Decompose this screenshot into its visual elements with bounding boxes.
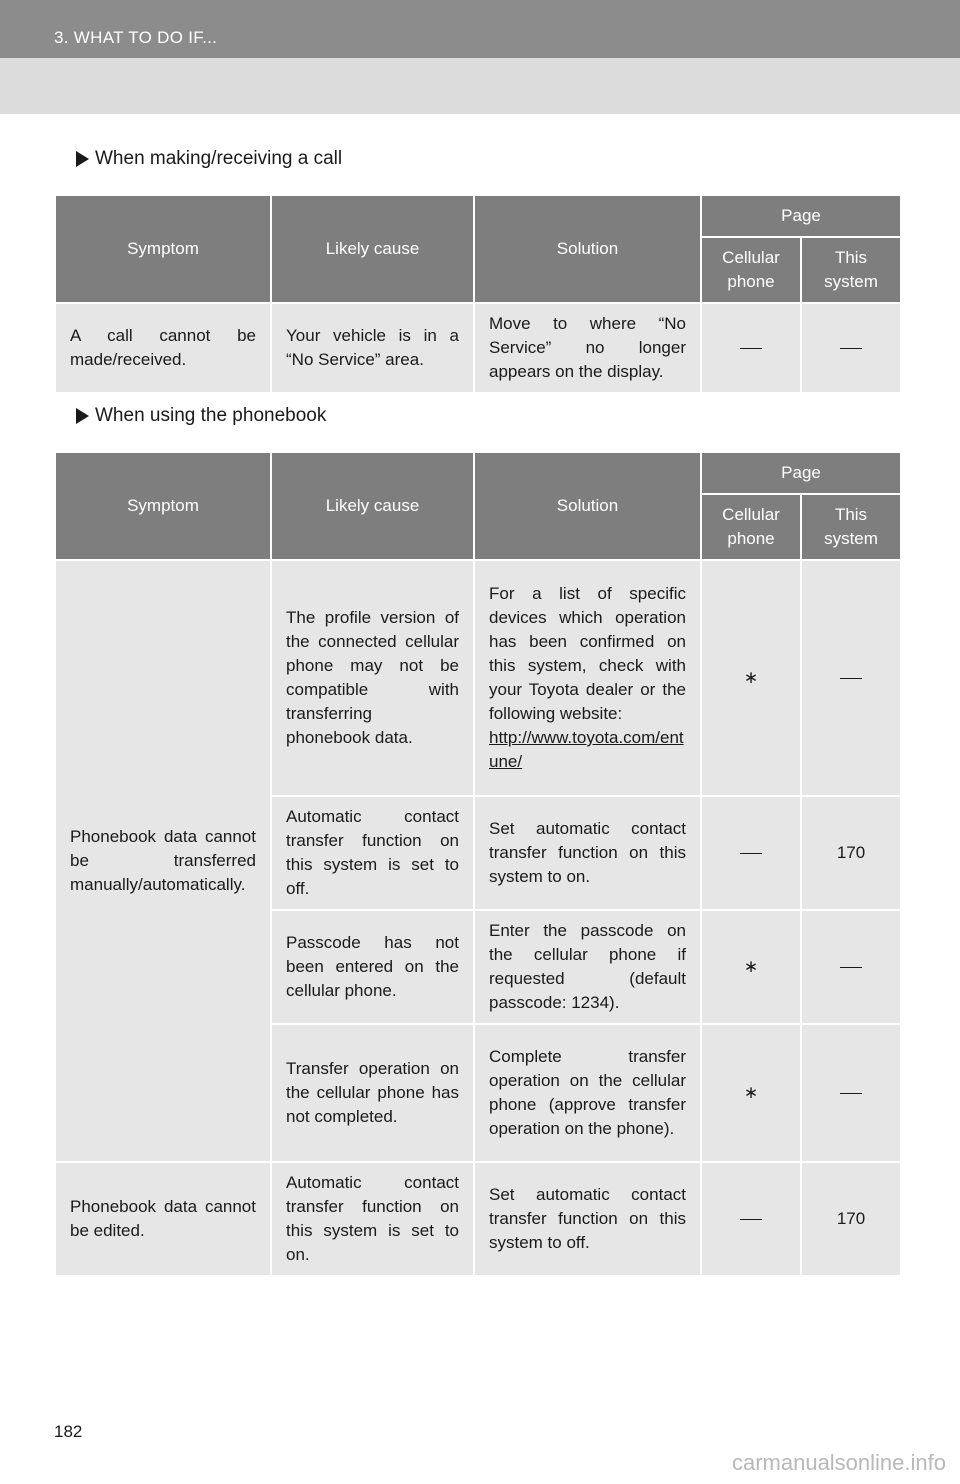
header-this-system: This system xyxy=(801,237,901,303)
symptom-cell: Phonebook data cannot be transferred manually/automatically. xyxy=(55,560,271,1162)
dash-mark xyxy=(840,348,862,349)
section-heading-call xyxy=(76,148,342,170)
dash-mark xyxy=(740,853,762,854)
cause-cell: Automatic contact transfer function on this system is set to on. xyxy=(271,1162,474,1276)
header-page: Page xyxy=(701,195,901,237)
cause-cell: Passcode has not been entered on the cellular phone. xyxy=(271,910,474,1024)
cause-cell: The profile version of the connected cellular phone may not be compatible with transferring phonebook data. xyxy=(271,560,474,796)
solution-cell: Move to where “No Service” no longer appears on the display. xyxy=(474,303,701,393)
header-bar xyxy=(0,0,960,58)
triangle-bullet-icon xyxy=(76,408,89,424)
system-page-cell xyxy=(801,910,901,1024)
solution-cell: Complete transfer operation on the cellular phone (approve transfer operation on the phone). xyxy=(474,1024,701,1162)
cellular-page-cell xyxy=(701,1162,801,1276)
system-page-cell: 170 xyxy=(801,1162,901,1276)
system-page-cell xyxy=(801,560,901,796)
cause-cell: Transfer operation on the cellular phone has not completed. xyxy=(271,1024,474,1162)
cellular-page-cell: ∗ xyxy=(701,910,801,1024)
page-number: 182 xyxy=(54,1422,83,1441)
cellular-page-cell: ∗ xyxy=(701,560,801,796)
chapter-title: 3. WHAT TO DO IF... xyxy=(54,28,218,47)
solution-cell: Set automatic contact transfer function on this system to on. xyxy=(474,796,701,910)
section-heading-text: When making/receiving a call xyxy=(95,148,343,169)
header-cellular-phone: Cellular phone xyxy=(701,494,801,560)
dash-mark xyxy=(740,1219,762,1220)
header-symptom: Symptom xyxy=(55,195,271,303)
watermark: carmanualsonline.info xyxy=(731,1450,946,1475)
table-row xyxy=(55,303,901,393)
header-likely-cause: Likely cause xyxy=(271,195,474,303)
header-symptom: Symptom xyxy=(55,452,271,560)
table-row xyxy=(55,560,901,796)
cause-cell: Your vehicle is in a “No Service” area. xyxy=(271,303,474,393)
triangle-bullet-icon xyxy=(76,151,89,167)
dash-mark xyxy=(840,1093,862,1094)
symptom-cell: Phonebook data cannot be edited. xyxy=(55,1162,271,1276)
cellular-page-cell xyxy=(701,303,801,393)
section-heading-text: When using the phonebook xyxy=(95,405,327,426)
cause-cell: Automatic contact transfer function on this system is set to off. xyxy=(271,796,474,910)
symptom-cell: A call cannot be made/received. xyxy=(55,303,271,393)
header-cellular-phone: Cellular phone xyxy=(701,237,801,303)
system-page-cell xyxy=(801,1024,901,1162)
phonebook-troubleshooting-table xyxy=(54,451,902,1277)
system-page-cell: 170 xyxy=(801,796,901,910)
solution-text: For a list of specific devices which operation has been confirmed on this system, check with your Toyota dealer or the following website: xyxy=(489,584,686,723)
header-solution: Solution xyxy=(474,195,701,303)
table-row xyxy=(55,1162,901,1276)
system-page-cell xyxy=(801,303,901,393)
cellular-page-cell xyxy=(701,796,801,910)
website-link[interactable]: http://www.toyota.com/entune/ xyxy=(489,728,684,771)
call-troubleshooting-table xyxy=(54,194,902,394)
solution-cell: Set automatic contact transfer function on this system to off. xyxy=(474,1162,701,1276)
header-this-system: This system xyxy=(801,494,901,560)
dash-mark xyxy=(740,348,762,349)
header-solution: Solution xyxy=(474,452,701,560)
header-page: Page xyxy=(701,452,901,494)
solution-cell xyxy=(474,560,701,796)
dash-mark xyxy=(840,967,862,968)
section-heading-phonebook xyxy=(76,405,326,427)
solution-cell: Enter the passcode on the cellular phone if requested (default passcode: 1234). xyxy=(474,910,701,1024)
cellular-page-cell: ∗ xyxy=(701,1024,801,1162)
header-likely-cause: Likely cause xyxy=(271,452,474,560)
dash-mark xyxy=(840,678,862,679)
